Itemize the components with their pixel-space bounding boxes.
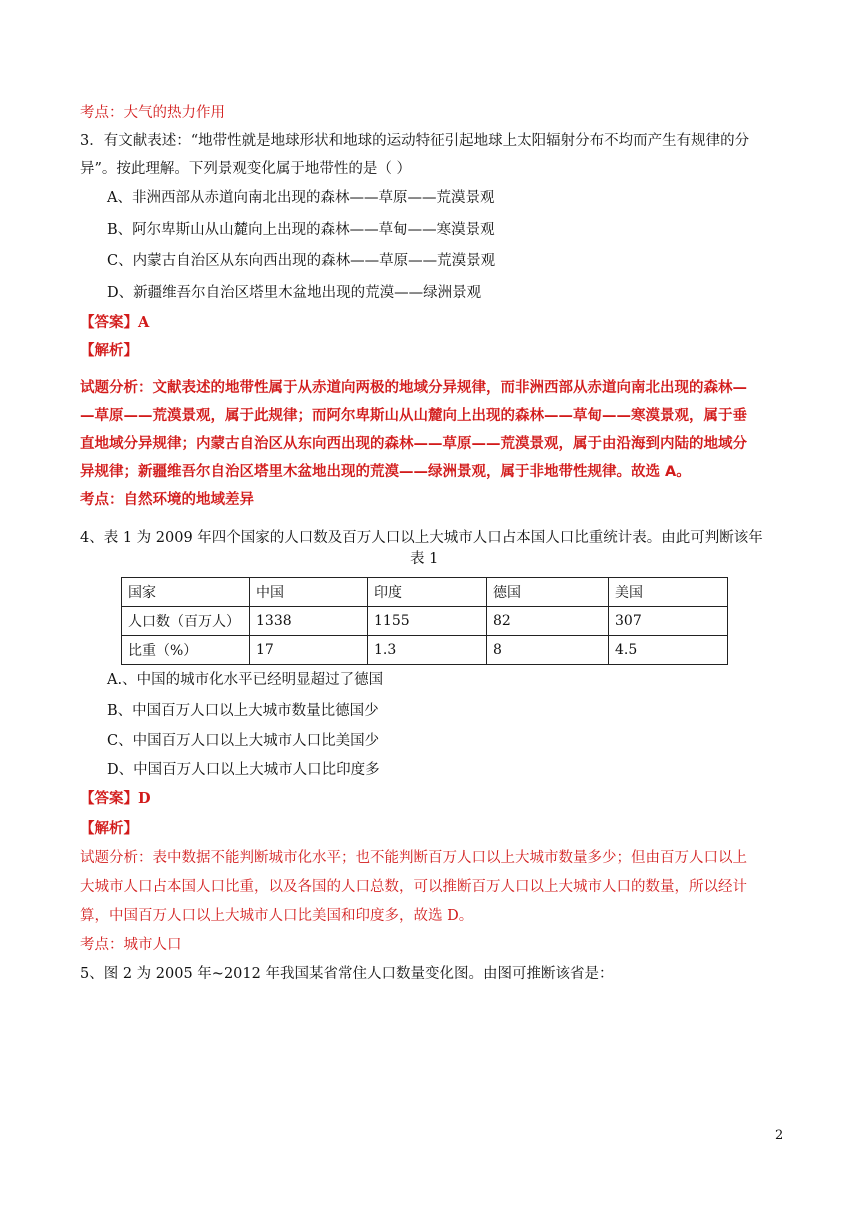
table-row <box>122 636 728 665</box>
q4-option-c: C、中国百万人口以上大城市人口比美国少 <box>107 733 380 749</box>
table-header-row <box>122 578 728 607</box>
q3-topic: 考点：自然环境的地域差异 <box>80 492 254 508</box>
q4-analysis-line: 算，中国百万人口以上大城市人口比美国和印度多，故选 D。 <box>80 908 474 924</box>
table-cell: 8 <box>487 636 609 665</box>
table-cell: 1.3 <box>368 636 487 665</box>
q5-stem: 5、图 2 为 2005 年~2012 年我国某省常住人口数量变化图。由图可推断该省是： <box>80 966 614 982</box>
table-cell: 人口数（百万人） <box>122 607 250 636</box>
population-table <box>121 577 728 665</box>
q3-option-c: C、内蒙古自治区从东向西出现的森林——草原——荒漠景观 <box>107 253 496 269</box>
q3-stem-line1: 3．有文献表述：“地带性就是地球形状和地球的运动特征引起地球上太阳辐射分布不均而产生有规律的分 <box>80 133 750 149</box>
table-cell: 中国 <box>250 578 368 607</box>
table-cell: 比重（%） <box>122 636 250 665</box>
q3-option-a: A、非洲西部从赤道向南北出现的森林——草原——荒漠景观 <box>107 190 495 206</box>
page-number: 2 <box>775 1128 784 1143</box>
q3-answer: 【答案】A <box>80 314 150 331</box>
q3-analysis-line: 异规律；新疆维吾尔自治区塔里木盆地出现的荒漠——绿洲景观，属于非地带性规律。故选 A。 <box>80 464 691 480</box>
table-cell: 德国 <box>487 578 609 607</box>
q4-analysis-line: 大城市人口占本国人口比重，以及各国的人口总数，可以推断百万人口以上大城市人口的数量，所以经计 <box>80 879 747 895</box>
table-cell: 国家 <box>122 578 250 607</box>
q3-analysis-line: 直地域分异规律；内蒙古自治区从东向西出现的森林——草原——荒漠景观，属于由沿海到内陆的地域分 <box>80 436 747 452</box>
q4-option-d: D、中国百万人口以上大城市人口比印度多 <box>107 762 380 778</box>
q3-analysis-line: —草原——荒漠景观，属于此规律；而阿尔卑斯山从山麓向上出现的森林——草甸——寒漠景观，属于垂 <box>80 408 747 424</box>
table-cell: 4.5 <box>609 636 728 665</box>
q4-option-a: A.、中国的城市化水平已经明显超过了德国 <box>107 672 384 688</box>
q4-answer: 【答案】D <box>80 790 151 807</box>
q4-analysis-line: 试题分析：表中数据不能判断城市化水平；也不能判断百万人口以上大城市数量多少；但由百万人口以上 <box>80 850 747 866</box>
q3-analysis-label: 【解析】 <box>80 342 138 359</box>
table-row <box>122 607 728 636</box>
q4-option-b: B、中国百万人口以上大城市数量比德国少 <box>107 703 379 719</box>
table-title: 表 1 <box>410 551 439 567</box>
q3-analysis-line: 试题分析：文献表述的地带性属于从赤道向两极的地域分异规律，而非洲西部从赤道向南北出现的森林— <box>80 380 747 396</box>
table-cell: 印度 <box>368 578 487 607</box>
q4-stem: 4、表 1 为 2009 年四个国家的人口数及百万人口以上大城市人口占本国人口比重统计表。由此可判断该年 <box>80 530 763 546</box>
q3-option-d: D、新疆维吾尔自治区塔里木盆地出现的荒漠——绿洲景观 <box>107 285 482 301</box>
table-cell: 17 <box>250 636 368 665</box>
q3-analysis <box>80 374 795 514</box>
table-cell: 1338 <box>250 607 368 636</box>
q4-topic: 考点：城市人口 <box>80 937 182 953</box>
table-cell: 1155 <box>368 607 487 636</box>
q2-topic: 考点：大气的热力作用 <box>80 105 225 121</box>
q4-analysis-label: 【解析】 <box>80 820 138 837</box>
table-cell: 307 <box>609 607 728 636</box>
table-cell: 美国 <box>609 578 728 607</box>
table-cell: 82 <box>487 607 609 636</box>
q3-stem-line2: 异”。按此理解。下列景观变化属于地带性的是（ ） <box>80 161 412 177</box>
q3-option-b: B、阿尔卑斯山从山麓向上出现的森林——草甸——寒漠景观 <box>107 222 495 238</box>
